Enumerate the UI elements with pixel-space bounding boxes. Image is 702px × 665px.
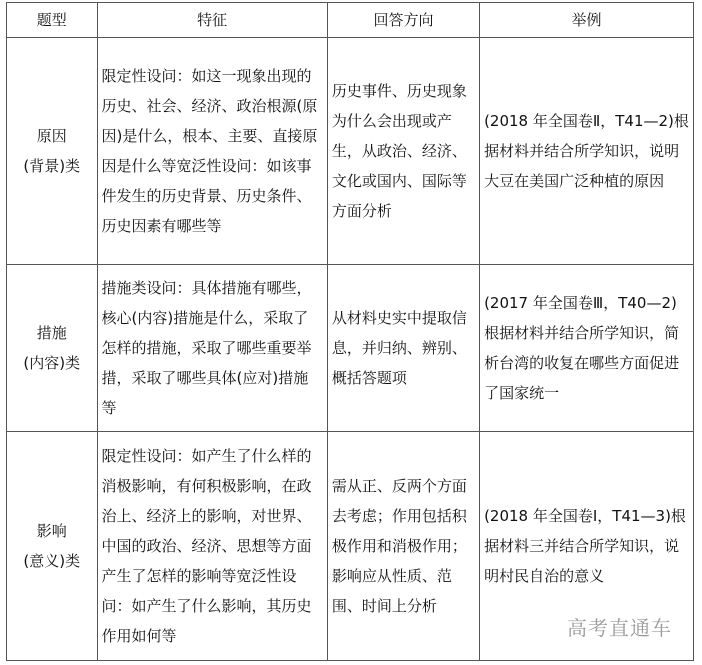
- table-header-row: [7, 3, 694, 38]
- type-name: 措施: [36, 324, 67, 342]
- example-cell: (2018 年全国卷Ⅰ，T41—3)根据材料三并结合所学知识，说明村民自治的意义: [480, 432, 694, 661]
- type-subname: (意义)类: [23, 552, 81, 570]
- direction-cell: 历史事件、历史现象为什么会出现或产生，从政治、经济、文化或国内、国际等方面分析: [327, 38, 479, 265]
- header-direction: 回答方向: [327, 3, 479, 38]
- type-name: 原因: [36, 127, 67, 145]
- type-cell: [7, 265, 98, 432]
- type-subname: (内容)类: [23, 354, 81, 372]
- question-type-table: [6, 2, 694, 661]
- feature-cell: 限定性设问：如产生了什么样的消极影响，有何积极影响，在政治上、经济上的影响，对世界、中国的政治、经济、思想等方面产生了怎样的影响等宽泛性设问：如产生了什么影响，其历史作用如何等: [97, 432, 327, 661]
- direction-cell: 需从正、反两个方面去考虑；作用包括积极作用和消极作用；影响应从性质、范围、时间上分析: [327, 432, 479, 661]
- header-example: 举例: [480, 3, 694, 38]
- direction-cell: 从材料史实中提取信息，并归纳、辨别、概括答题项: [327, 265, 479, 432]
- type-cell: [7, 38, 98, 265]
- type-cell: [7, 432, 98, 661]
- header-feature: 特征: [97, 3, 327, 38]
- table-row: [7, 38, 694, 265]
- feature-cell: 限定性设问：如这一现象出现的历史、社会、经济、政治根源(原因)是什么，根本、主要、直接原因是什么等宽泛性设问：如该事件发生的历史背景、历史条件、历史因素有哪些等: [97, 38, 327, 265]
- type-subname: (背景)类: [23, 157, 81, 175]
- table-row: [7, 265, 694, 432]
- type-name: 影响: [36, 522, 67, 540]
- watermark-text: 高考直通车: [567, 616, 672, 640]
- feature-cell: 措施类设问：具体措施有哪些，核心(内容)措施是什么，采取了怎样的措施，采取了哪些重要举措，采取了哪些具体(应对)措施等: [97, 265, 327, 432]
- header-type: 题型: [7, 3, 98, 38]
- example-cell: (2017 年全国卷Ⅲ，T40—2)根据材料并结合所学知识，简析台湾的收复在哪些方面促进了国家统一: [480, 265, 694, 432]
- example-cell: (2018 年全国卷Ⅱ，T41—2)根据材料并结合所学知识，说明大豆在美国广泛种植的原因: [480, 38, 694, 265]
